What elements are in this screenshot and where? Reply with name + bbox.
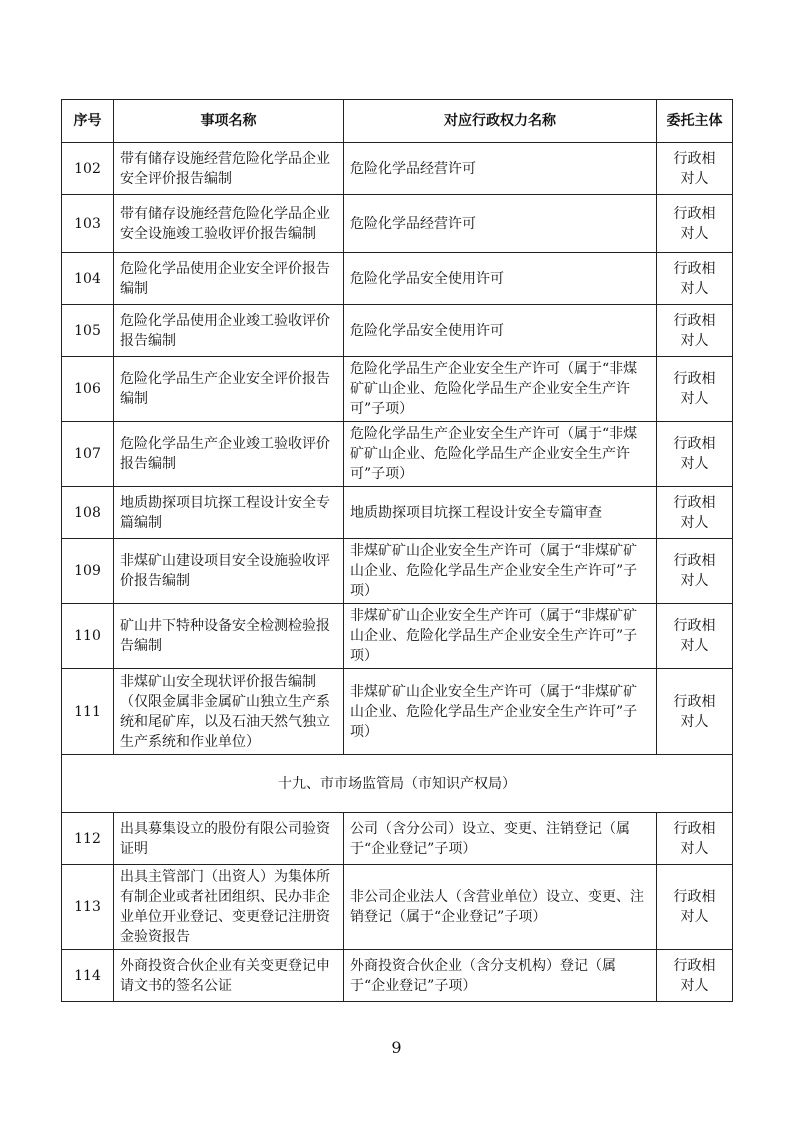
item-name: 危险化学品生产企业竣工验收评价报告编制 — [114, 422, 344, 487]
entrusted-entity: 行政相对人 — [657, 813, 733, 865]
header-no: 序号 — [62, 100, 114, 143]
entrusted-entity: 行政相对人 — [657, 253, 733, 305]
entrusted-entity: 行政相对人 — [657, 143, 733, 195]
table-row — [62, 487, 733, 539]
table-row — [62, 539, 733, 604]
power-name: 危险化学品安全使用许可 — [344, 305, 657, 357]
table-row — [62, 305, 733, 357]
power-name: 外商投资合伙企业（含分支机构）登记（属于“企业登记”子项） — [344, 950, 657, 1002]
power-name: 危险化学品安全使用许可 — [344, 253, 657, 305]
entrusted-entity: 行政相对人 — [657, 305, 733, 357]
item-name: 外商投资合伙企业有关变更登记申请文书的签名公证 — [114, 950, 344, 1002]
entrusted-entity: 行政相对人 — [657, 604, 733, 669]
item-name: 非煤矿山建设项目安全设施验收评价报告编制 — [114, 539, 344, 604]
power-name: 非公司企业法人（含营业单位）设立、变更、注销登记（属于“企业登记”子项） — [344, 865, 657, 950]
power-name: 公司（含分公司）设立、变更、注销登记（属于“企业登记”子项） — [344, 813, 657, 865]
table-row — [62, 604, 733, 669]
row-number: 102 — [62, 143, 114, 195]
entrusted-entity: 行政相对人 — [657, 195, 733, 253]
table-row — [62, 253, 733, 305]
row-number: 104 — [62, 253, 114, 305]
table-row — [62, 422, 733, 487]
entrusted-entity: 行政相对人 — [657, 422, 733, 487]
header-entity: 委托主体 — [657, 100, 733, 143]
table-row — [62, 813, 733, 865]
row-number: 114 — [62, 950, 114, 1002]
power-name: 危险化学品生产企业安全生产许可（属于“非煤矿矿山企业、危险化学品生产企业安全生产许可”子项） — [344, 357, 657, 422]
row-number: 112 — [62, 813, 114, 865]
table-row — [62, 950, 733, 1002]
item-name: 非煤矿山安全现状评价报告编制（仅限金属非金属矿山独立生产系统和尾矿库，以及石油天然气独立生产系统和作业单位） — [114, 669, 344, 755]
entrusted-entity: 行政相对人 — [657, 950, 733, 1002]
item-name: 出具募集设立的股份有限公司验资证明 — [114, 813, 344, 865]
power-name: 危险化学品经营许可 — [344, 195, 657, 253]
entrusted-entity: 行政相对人 — [657, 539, 733, 604]
item-name: 危险化学品使用企业安全评价报告编制 — [114, 253, 344, 305]
power-name: 危险化学品经营许可 — [344, 143, 657, 195]
item-name: 危险化学品使用企业竣工验收评价报告编制 — [114, 305, 344, 357]
power-name: 非煤矿矿山企业安全生产许可（属于“非煤矿矿山企业、危险化学品生产企业安全生产许可”子项） — [344, 604, 657, 669]
row-number: 105 — [62, 305, 114, 357]
header-name: 事项名称 — [114, 100, 344, 143]
item-name: 带有储存设施经营危险化学品企业安全评价报告编制 — [114, 143, 344, 195]
table-row — [62, 195, 733, 253]
table-row — [62, 143, 733, 195]
row-number: 108 — [62, 487, 114, 539]
entrusted-entity: 行政相对人 — [657, 669, 733, 755]
item-name: 出具主管部门（出资人）为集体所有制企业或者社团组织、民办非企业单位开业登记、变更登记注册资金验资报告 — [114, 865, 344, 950]
power-name: 非煤矿矿山企业安全生产许可（属于“非煤矿矿山企业、危险化学品生产企业安全生产许可”子项） — [344, 539, 657, 604]
power-name: 地质勘探项目坑探工程设计安全专篇审查 — [344, 487, 657, 539]
item-name: 危险化学品生产企业安全评价报告编制 — [114, 357, 344, 422]
row-number: 110 — [62, 604, 114, 669]
entrusted-entity: 行政相对人 — [657, 487, 733, 539]
entrusted-entity: 行政相对人 — [657, 865, 733, 950]
items-table — [61, 99, 733, 1002]
row-number: 107 — [62, 422, 114, 487]
section-row — [62, 755, 733, 813]
table-row — [62, 357, 733, 422]
table-row — [62, 669, 733, 755]
power-name: 危险化学品生产企业安全生产许可（属于“非煤矿矿山企业、危险化学品生产企业安全生产许可”子项） — [344, 422, 657, 487]
row-number: 103 — [62, 195, 114, 253]
item-name: 矿山井下特种设备安全检测检验报告编制 — [114, 604, 344, 669]
row-number: 106 — [62, 357, 114, 422]
item-name: 带有储存设施经营危险化学品企业安全设施竣工验收评价报告编制 — [114, 195, 344, 253]
page-number: 9 — [391, 1038, 402, 1057]
table-header-row — [62, 100, 733, 143]
section-title: 十九、市市场监管局（市知识产权局） — [62, 755, 733, 813]
power-name: 非煤矿矿山企业安全生产许可（属于“非煤矿矿山企业、危险化学品生产企业安全生产许可”子项） — [344, 669, 657, 755]
row-number: 113 — [62, 865, 114, 950]
item-name: 地质勘探项目坑探工程设计安全专篇编制 — [114, 487, 344, 539]
entrusted-entity: 行政相对人 — [657, 357, 733, 422]
row-number: 109 — [62, 539, 114, 604]
row-number: 111 — [62, 669, 114, 755]
header-power: 对应行政权力名称 — [344, 100, 657, 143]
table-row — [62, 865, 733, 950]
